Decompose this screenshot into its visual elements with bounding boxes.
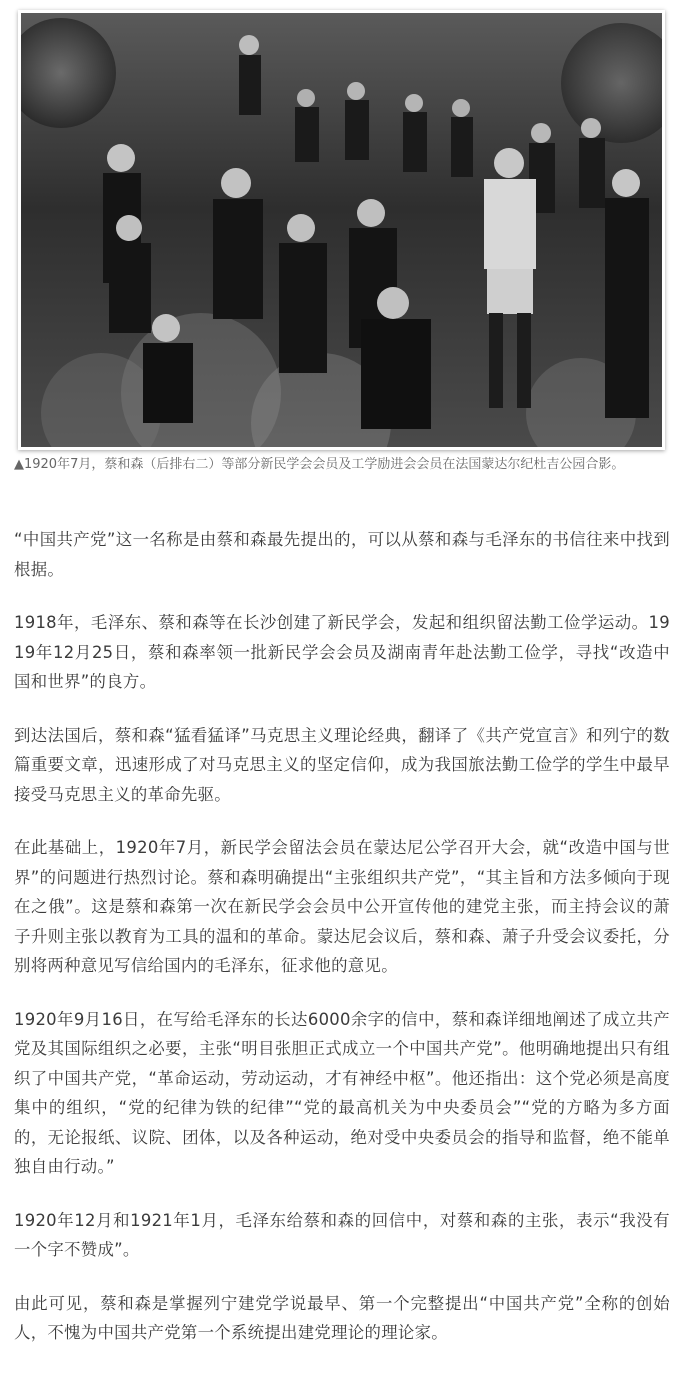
historical-photo-frame	[18, 10, 665, 450]
paragraph: “中国共产党”这一名称是由蔡和森最先提出的，可以从蔡和森与毛泽东的书信往来中找到根据。	[14, 530, 670, 579]
paragraph: 1920年9月16日，在写给毛泽东的长达6000余字的信中，蔡和森详细地阐述了成立共产党及其国际组织之必要，主张“明目张胆正式成立一个中国共产党”。他明确地提出只有组织了中国共产党，“革命运动，劳动运动，才有神经中枢”。他还指出：这个党必须是高度集中的组织，“党的纪律为铁的纪律”“党的最高机关为中央委员会”“党的方略为多方面的，无论报纸、议院、团体，以及各种运动，绝对受中央委员会的指导和监督，绝不能单独自由行动。”	[14, 1009, 670, 1176]
paragraph: 在此基础上，1920年7月，新民学会留法会员在蒙达尼公学召开大会，就“改造中国与世界”的问题进行热烈讨论。蔡和森明确提出“主张组织共产党”，“其主旨和方法多倾向于现在之俄”。这是蔡和森第一次在新民学会会员中公开宣传他的建党主张，而主持会议的萧子升则主张以教育为工具的温和的革命。蒙达尼会议后，蔡和森、萧子升受会议委托，分别将两种意见写信给国内的毛泽东，征求他的意见。	[14, 838, 670, 975]
paragraph: 1918年，毛泽东、蔡和森等在长沙创建了新民学会，发起和组织留法勤工俭学运动。1919年12月25日，蔡和森率领一批新民学会会员及湖南青年赴法勤工俭学，寻找“改造中国和世界”的良方。	[14, 613, 670, 691]
paragraph: 到达法国后，蔡和森“猛看猛译”马克思主义理论经典，翻译了《共产党宣言》和列宁的数篇重要文章，迅速形成了对马克思主义的坚定信仰，成为我国旅法勤工俭学的学生中最早接受马克思主义的革命先驱。	[14, 725, 670, 804]
article-body	[14, 525, 670, 1372]
paragraph: 由此可见，蔡和森是掌握列宁建党学说最早、第一个完整提出“中国共产党”全称的创始人，不愧为中国共产党第一个系统提出建党理论的理论家。	[14, 1293, 670, 1342]
paragraph: 1920年12月和1921年1月，毛泽东给蔡和森的回信中，对蔡和森的主张，表示“我没有一个字不赞成”。	[14, 1210, 670, 1259]
historical-group-photo	[21, 13, 662, 447]
photo-caption: ▲1920年7月，蔡和森（后排右二）等部分新民学会会员及工学励进会会员在法国蒙达尔纪杜吉公园合影。	[14, 457, 625, 472]
